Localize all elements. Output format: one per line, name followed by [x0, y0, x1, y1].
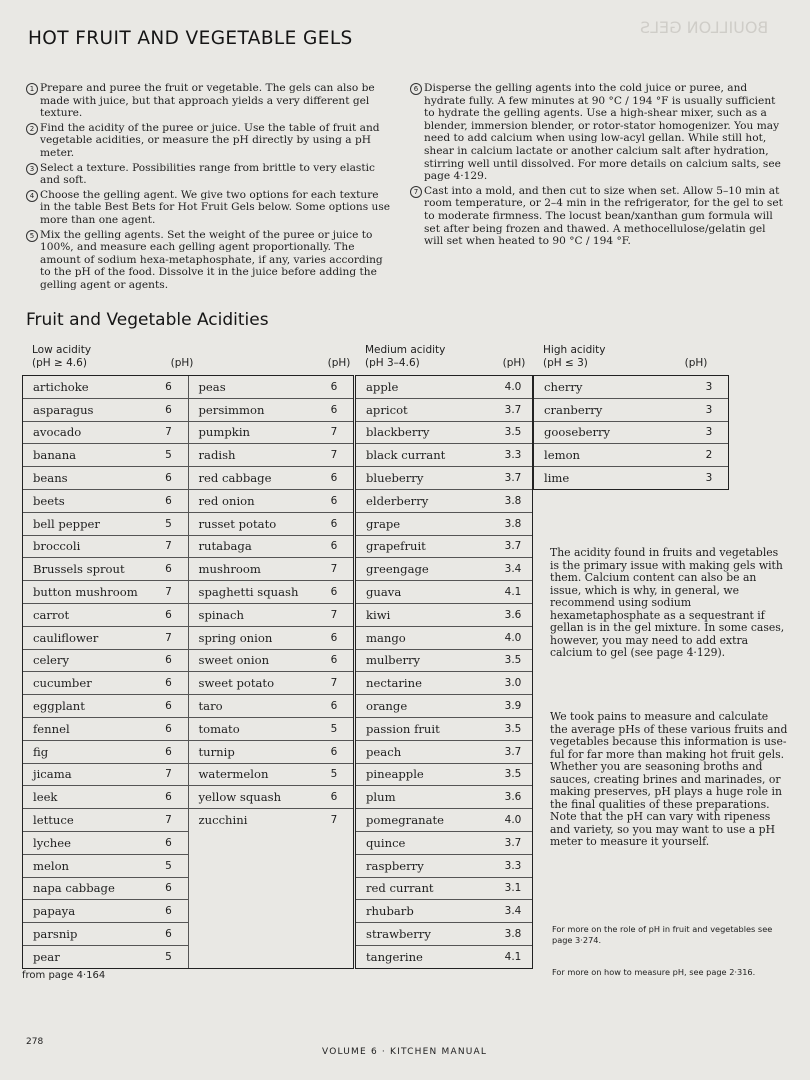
ph-value: 7: [330, 608, 338, 621]
table-row: [23, 808, 188, 831]
food-name: passion fruit: [366, 721, 440, 736]
instruction-step: [26, 162, 391, 187]
ph-value: 6: [330, 586, 338, 599]
table-row: [356, 717, 532, 740]
food-name: cranberry: [544, 402, 603, 417]
table-row: [356, 763, 532, 786]
ph-value: 6: [330, 403, 338, 416]
instruction-step: [410, 185, 788, 248]
ph-value: 6: [165, 791, 172, 804]
step-number-badge: 4: [26, 190, 38, 202]
medium-acidity-title: Medium acidity: [365, 344, 446, 356]
food-name: lychee: [33, 835, 71, 850]
ph-value: 5: [165, 859, 172, 872]
ph-value: 3.7: [504, 403, 522, 416]
table-row: [534, 376, 728, 398]
low-acidity-table: [22, 375, 354, 969]
steps-right: [410, 82, 788, 250]
low-acidity-title: Low acidity: [32, 344, 92, 356]
steps-left: [26, 82, 391, 294]
ph-value: 7: [165, 814, 172, 827]
table-row: [189, 557, 354, 580]
table-row: [23, 398, 188, 421]
food-name: blueberry: [366, 471, 424, 486]
high-acidity-group: [533, 341, 729, 490]
ph-value: 3.8: [504, 928, 522, 941]
ph-value: 3.7: [504, 472, 522, 485]
ph-value: 7: [165, 540, 172, 553]
ph-value: 7: [330, 426, 338, 439]
ph-value: 3.0: [504, 677, 522, 690]
ph-value: 7: [165, 586, 172, 599]
ph-value: 7: [330, 449, 338, 462]
ph-value: 4.0: [504, 814, 522, 827]
ph-value: 6: [165, 654, 172, 667]
food-name: rutabaga: [198, 539, 252, 554]
food-name: banana: [33, 448, 77, 463]
instruction-step: [26, 229, 391, 292]
food-name: cucumber: [33, 676, 92, 691]
table-row: [23, 717, 188, 740]
food-name: sweet onion: [198, 653, 270, 668]
food-name: red cabbage: [198, 471, 272, 486]
table-row: [356, 376, 532, 398]
food-name: grape: [366, 516, 401, 531]
sidebar-note-acidity: The acidity found in fruits and vegetables is the primary issue with making gels with them. Calcium content can also be an issue, which is why, in general, we recommend using sodium hexametaphosphate as a sequestrant if gellan is in the gel mixture. In some cases, however, you may need to add extra calcium to gel (see page 4·129).: [550, 546, 785, 659]
ph-header: (pH): [170, 357, 194, 369]
table-row: [23, 626, 188, 649]
table-row: [356, 603, 532, 626]
ph-value: 6: [330, 380, 338, 393]
table-row: [189, 421, 354, 444]
food-name: black currant: [366, 448, 446, 463]
table-row: [356, 945, 532, 968]
step-text: Find the acidity of the puree or juice. Use the table of fruit and vegetable acidities, or measure the pH directly by using a pH meter.: [40, 121, 380, 159]
food-name: grapefruit: [366, 539, 426, 554]
food-name: Brussels sprout: [33, 562, 125, 577]
food-name: pear: [33, 949, 60, 964]
table-row: [189, 671, 354, 694]
table-row: [356, 785, 532, 808]
low-acidity-group: [22, 341, 354, 969]
table-row: [23, 443, 188, 466]
table-row: [23, 649, 188, 672]
table-row: [23, 489, 188, 512]
low-acidity-range: (pH ≥ 4.6): [32, 357, 87, 369]
ph-value: 4.0: [504, 380, 522, 393]
ph-value: 6: [165, 905, 172, 918]
ph-value: 6: [165, 677, 172, 690]
step-text: Mix the gelling agents. Set the weight of the puree or juice to 100%, and measure each gelling agent proportionally. The amount of sodium hexa-metaphosphate, if any, varies according to the pH of the food. Dissolve it in the juice before adding the gelling agent or agents.: [40, 228, 383, 291]
ph-value: 6: [330, 654, 338, 667]
ph-value: 3: [705, 380, 713, 393]
step-text: Choose the gelling agent. We give two options for each texture in the table Best Bets for Hot Fruit Gels below. Some options use more than one agent.: [40, 188, 391, 226]
ph-value: 7: [330, 677, 338, 690]
ph-value: 6: [165, 563, 172, 576]
food-name: carrot: [33, 607, 70, 622]
table-row: [356, 626, 532, 649]
food-name: fig: [33, 744, 49, 759]
instruction-step: [26, 122, 391, 160]
table-row: [534, 466, 728, 489]
table-row: [23, 831, 188, 854]
food-name: papaya: [33, 904, 76, 919]
food-name: strawberry: [366, 927, 431, 942]
table-row: [356, 466, 532, 489]
ph-value: 5: [165, 950, 172, 963]
food-name: quince: [366, 835, 406, 850]
food-name: pineapple: [366, 767, 424, 782]
ph-value: 3.7: [504, 745, 522, 758]
ph-value: 3.3: [504, 449, 522, 462]
table-row: [189, 443, 354, 466]
step-number-badge: 2: [26, 123, 38, 135]
ph-value: 5: [165, 517, 172, 530]
table-row: [189, 466, 354, 489]
ph-value: 3.5: [504, 768, 522, 781]
food-name: persimmon: [198, 402, 265, 417]
food-name: raspberry: [366, 858, 424, 873]
ph-value: 7: [165, 768, 172, 781]
ph-value: 3.7: [504, 540, 522, 553]
table-row: [356, 421, 532, 444]
table-row: [23, 899, 188, 922]
step-number-badge: 6: [410, 83, 422, 95]
food-name: mango: [366, 630, 406, 645]
food-name: eggplant: [33, 699, 85, 714]
table-row: [189, 512, 354, 535]
food-name: asparagus: [33, 402, 94, 417]
food-name: beets: [33, 493, 65, 508]
table-row: [534, 443, 728, 466]
medium-acidity-range: (pH 3–4.6): [365, 357, 420, 369]
table-row: [189, 489, 354, 512]
step-number-badge: 5: [26, 230, 38, 242]
step-text: Disperse the gelling agents into the cold juice or puree, and hydrate fully. A few minutes at 90 °C / 194 °F is usually sufficient to hydrate the gelling agents. Use a high-shear mixer, such as a blender, immersion blender, or rotor-stator homogenizer. You may need to add calcium when using low-acyl gellan. While still hot, shear in calcium lactate or another calcium salt after hydration, stirring well until dissolved. For more details on calcium salts, see page 4·129.: [424, 82, 781, 183]
food-name: peas: [198, 379, 226, 394]
step-number-badge: 3: [26, 163, 38, 175]
table-row: [23, 763, 188, 786]
ph-value: 6: [165, 722, 172, 735]
table-row: [189, 535, 354, 558]
ph-value: 3.8: [504, 494, 522, 507]
table-row: [189, 376, 354, 398]
table-row: [23, 877, 188, 900]
ph-value: 7: [165, 426, 172, 439]
ph-header: (pH): [327, 357, 351, 369]
ph-value: 3.6: [504, 791, 522, 804]
table-source: from page 4·164: [22, 970, 106, 981]
table-row: [189, 717, 354, 740]
table-row: [23, 671, 188, 694]
table-row: [356, 831, 532, 854]
table-row: [356, 899, 532, 922]
food-name: radish: [198, 448, 236, 463]
table-row: [23, 421, 188, 444]
ph-value: 4.1: [504, 586, 522, 599]
food-name: leek: [33, 790, 58, 805]
food-name: napa cabbage: [33, 881, 115, 896]
instruction-step: [410, 82, 788, 183]
table-row: [23, 740, 188, 763]
ph-value: 7: [330, 814, 338, 827]
table-row: [23, 557, 188, 580]
ph-value: 3.3: [504, 859, 522, 872]
table-row: [356, 489, 532, 512]
section-title: Fruit and Vegetable Acidities: [26, 310, 269, 330]
table-row: [356, 854, 532, 877]
table-row: [356, 694, 532, 717]
food-name: tangerine: [366, 949, 423, 964]
high-acidity-table: [533, 375, 729, 490]
instruction-step: [26, 82, 391, 120]
food-name: guava: [366, 585, 402, 600]
food-name: jicama: [33, 767, 72, 782]
table-row: [23, 376, 188, 398]
table-row: [23, 785, 188, 808]
food-name: gooseberry: [544, 425, 611, 440]
food-name: fennel: [33, 721, 70, 736]
food-name: watermelon: [198, 767, 269, 782]
food-name: plum: [366, 790, 396, 805]
ph-value: 7: [330, 563, 338, 576]
ph-value: 3.6: [504, 608, 522, 621]
food-name: mulberry: [366, 653, 421, 668]
food-name: red currant: [366, 881, 434, 896]
ph-value: 5: [330, 768, 338, 781]
table-row: [23, 922, 188, 945]
food-name: broccoli: [33, 539, 81, 554]
table-row: [356, 649, 532, 672]
food-name: beans: [33, 471, 68, 486]
step-text: Select a texture. Possibilities range from brittle to very elastic and soft.: [40, 161, 375, 187]
food-name: nectarine: [366, 676, 422, 691]
table-row: [189, 785, 354, 808]
cross-reference-measure-ph: For more on how to measure pH, see page 2·316.: [552, 967, 756, 977]
food-name: parsnip: [33, 927, 78, 942]
table-row: [356, 443, 532, 466]
ph-value: 6: [330, 494, 338, 507]
ph-value: 6: [165, 882, 172, 895]
table-row: [23, 535, 188, 558]
table-row: [189, 740, 354, 763]
food-name: lime: [544, 471, 570, 486]
ph-value: 3.9: [504, 700, 522, 713]
page-number: 278: [26, 1037, 44, 1047]
food-name: peach: [366, 744, 402, 759]
table-row: [356, 922, 532, 945]
food-name: spinach: [198, 607, 244, 622]
ph-value: 6: [330, 517, 338, 530]
table-row: [189, 763, 354, 786]
ph-value: 6: [165, 928, 172, 941]
table-row: [356, 671, 532, 694]
ph-value: 6: [165, 403, 172, 416]
ph-value: 3.7: [504, 836, 522, 849]
step-text: Cast into a mold, and then cut to size when set. Allow 5–10 min at room temperature, or 2–4 min in the refrigerator, for the gel to set to moderate firmness. The locust bean/xanthan gum formula will set after being frozen and thawed. A methocellulose/gelatin gel will set when heated to 90 °C / 194 °F.: [424, 184, 783, 248]
food-name: rhubarb: [366, 904, 414, 919]
ph-value: 6: [330, 472, 338, 485]
ph-value: 6: [165, 836, 172, 849]
food-name: cauliflower: [33, 630, 99, 645]
ph-value: 3.5: [504, 426, 522, 439]
ph-value: 5: [330, 722, 338, 735]
food-name: taro: [198, 699, 223, 714]
food-name: spaghetti squash: [198, 585, 299, 600]
table-row: [356, 512, 532, 535]
ph-value: 7: [165, 631, 172, 644]
table-row: [23, 945, 188, 968]
medium-acidity-group: [355, 341, 533, 969]
table-row: [189, 626, 354, 649]
table-row: [534, 398, 728, 421]
ph-value: 3.4: [504, 563, 522, 576]
ph-value: 4.0: [504, 631, 522, 644]
ph-value: 6: [165, 608, 172, 621]
table-row: [534, 421, 728, 444]
table-row: [189, 603, 354, 626]
ph-value: 3: [705, 472, 713, 485]
food-name: pomegranate: [366, 813, 445, 828]
ph-value: 3.8: [504, 517, 522, 530]
food-name: artichoke: [33, 379, 89, 394]
ph-value: 3.4: [504, 905, 522, 918]
food-name: zucchini: [198, 813, 248, 828]
cross-reference-ph-role: For more on the role of pH in fruit and vegetables see page 3·274.: [552, 924, 773, 945]
ph-value: 6: [330, 700, 338, 713]
table-row: [189, 694, 354, 717]
ph-header: (pH): [684, 357, 708, 369]
ph-value: 6: [165, 494, 172, 507]
ph-value: 6: [165, 745, 172, 758]
food-name: celery: [33, 653, 70, 668]
food-name: greengage: [366, 562, 429, 577]
ph-value: 6: [165, 700, 172, 713]
table-row: [23, 854, 188, 877]
food-name: russet potato: [198, 516, 277, 531]
food-name: blackberry: [366, 425, 430, 440]
table-row: [23, 512, 188, 535]
food-name: cherry: [544, 379, 583, 394]
food-name: apple: [366, 379, 399, 394]
food-name: mushroom: [198, 562, 261, 577]
food-name: lettuce: [33, 813, 74, 828]
food-name: kiwi: [366, 607, 391, 622]
low-acidity-column-2: [188, 376, 354, 968]
step-number-badge: 1: [26, 83, 38, 95]
instruction-step: [26, 189, 391, 227]
ph-value: 6: [330, 631, 338, 644]
page-title: HOT FRUIT AND VEGETABLE GELS: [28, 28, 353, 49]
table-row: [189, 649, 354, 672]
table-row: [356, 580, 532, 603]
food-name: orange: [366, 699, 408, 714]
ph-value: 3.5: [504, 654, 522, 667]
step-text: Prepare and puree the fruit or vegetable. The gels can also be made with juice, but that approach yields a very different gel texture.: [40, 82, 375, 120]
high-acidity-title: High acidity: [543, 344, 606, 356]
food-name: melon: [33, 858, 70, 873]
table-row: [23, 580, 188, 603]
table-row: [23, 466, 188, 489]
ph-header: (pH): [502, 357, 526, 369]
table-row: [356, 398, 532, 421]
table-row: [189, 580, 354, 603]
table-row: [189, 398, 354, 421]
ph-value: 6: [330, 791, 338, 804]
table-row: [356, 808, 532, 831]
ph-value: 6: [165, 472, 172, 485]
ph-value: 6: [165, 380, 172, 393]
food-name: turnip: [198, 744, 235, 759]
table-row: [356, 557, 532, 580]
food-name: button mushroom: [33, 585, 138, 600]
medium-acidity-table: [355, 375, 533, 969]
food-name: lemon: [544, 448, 581, 463]
low-acidity-column-1: [23, 376, 188, 968]
food-name: red onion: [198, 493, 255, 508]
table-row: [189, 808, 354, 831]
food-name: tomato: [198, 721, 240, 736]
table-row: [356, 740, 532, 763]
ph-value: 2: [705, 449, 713, 462]
food-name: yellow squash: [198, 790, 282, 805]
food-name: bell pepper: [33, 516, 100, 531]
bleed-through-text: BOUILLON GELS: [640, 18, 769, 37]
food-name: spring onion: [198, 630, 273, 645]
food-name: sweet potato: [198, 676, 275, 691]
food-name: pumpkin: [198, 425, 251, 440]
step-number-badge: 7: [410, 186, 422, 198]
sidebar-note-ph: We took pains to measure and calculate the average pHs of these various fruits and vegetables because this information is use-ful for far more than making hot fruit gels. Whether you are seasoning broths and sauces, creating brines and marinades, or making preserves, pH plays a huge role in the final qualities of these preparations. Note that the pH can vary with ripeness and variety, so you may want to use a pH meter to measure it yourself.: [550, 710, 788, 848]
ph-value: 3.5: [504, 722, 522, 735]
food-name: avocado: [33, 425, 82, 440]
ph-value: 6: [330, 540, 338, 553]
food-name: apricot: [366, 402, 408, 417]
high-acidity-range: (pH ≤ 3): [543, 357, 588, 369]
food-name: elderberry: [366, 493, 429, 508]
ph-value: 3: [705, 426, 713, 439]
table-row: [356, 535, 532, 558]
ph-value: 3: [705, 403, 713, 416]
ph-value: 6: [330, 745, 338, 758]
table-row: [23, 694, 188, 717]
table-row: [23, 603, 188, 626]
ph-value: 3.1: [504, 882, 522, 895]
ph-value: 5: [165, 449, 172, 462]
running-footer: VOLUME 6 · KITCHEN MANUAL: [322, 1047, 488, 1057]
ph-value: 4.1: [504, 950, 522, 963]
table-row: [356, 877, 532, 900]
